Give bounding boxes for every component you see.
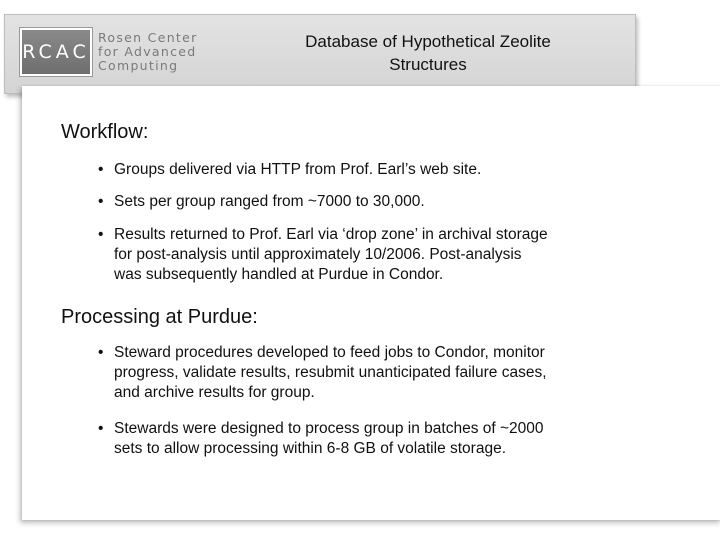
bullet-dot: • — [98, 344, 104, 361]
bullet-dot: • — [98, 420, 104, 437]
bullet-dot: • — [98, 161, 104, 178]
bullet-text: was subsequently handled at Purdue in Condor. — [114, 266, 444, 283]
bullet-dot: • — [98, 226, 104, 243]
slide-title-line: Structures — [389, 55, 467, 74]
bullet-item — [98, 225, 638, 285]
bullet-text: Sets per group ranged from ~7000 to 30,000. — [114, 193, 425, 210]
bullet-text: Steward procedures developed to feed jobs to Condor, monitor — [114, 344, 545, 361]
bullet-item — [98, 343, 638, 403]
bullet-text: Groups delivered via HTTP from Prof. Earl’s web site. — [114, 161, 482, 178]
bullet-text: sets to allow processing within 6-8 GB of volatile storage. — [114, 440, 506, 457]
rcac-logo — [20, 28, 198, 76]
bullet-dot: • — [98, 193, 104, 210]
logo-line: Computing — [98, 58, 179, 73]
slide-title — [250, 30, 606, 76]
bullet-item — [98, 160, 638, 180]
bullet-item — [98, 419, 638, 459]
section-heading-workflow: Workflow: — [61, 121, 149, 143]
logo-text — [98, 31, 198, 73]
section-heading-processing: Processing at Purdue: — [61, 306, 258, 328]
bullet-text: Results returned to Prof. Earl via ‘drop zone’ in archival storage — [114, 226, 548, 243]
bullet-text: Stewards were designed to process group in batches of ~2000 — [114, 420, 544, 437]
bullet-text: progress, validate results, resubmit unanticipated failure cases, — [114, 364, 547, 381]
bullet-text: for post-analysis until approximately 10/2006. Post-analysis — [114, 246, 522, 263]
logo-mark: RCAC — [20, 28, 92, 76]
logo-line: for Advanced — [98, 44, 197, 59]
slide-title-line: Database of Hypothetical Zeolite — [305, 32, 551, 51]
bullet-item — [98, 192, 638, 212]
bullet-text: and archive results for group. — [114, 384, 315, 401]
logo-line: Rosen Center — [98, 30, 198, 45]
